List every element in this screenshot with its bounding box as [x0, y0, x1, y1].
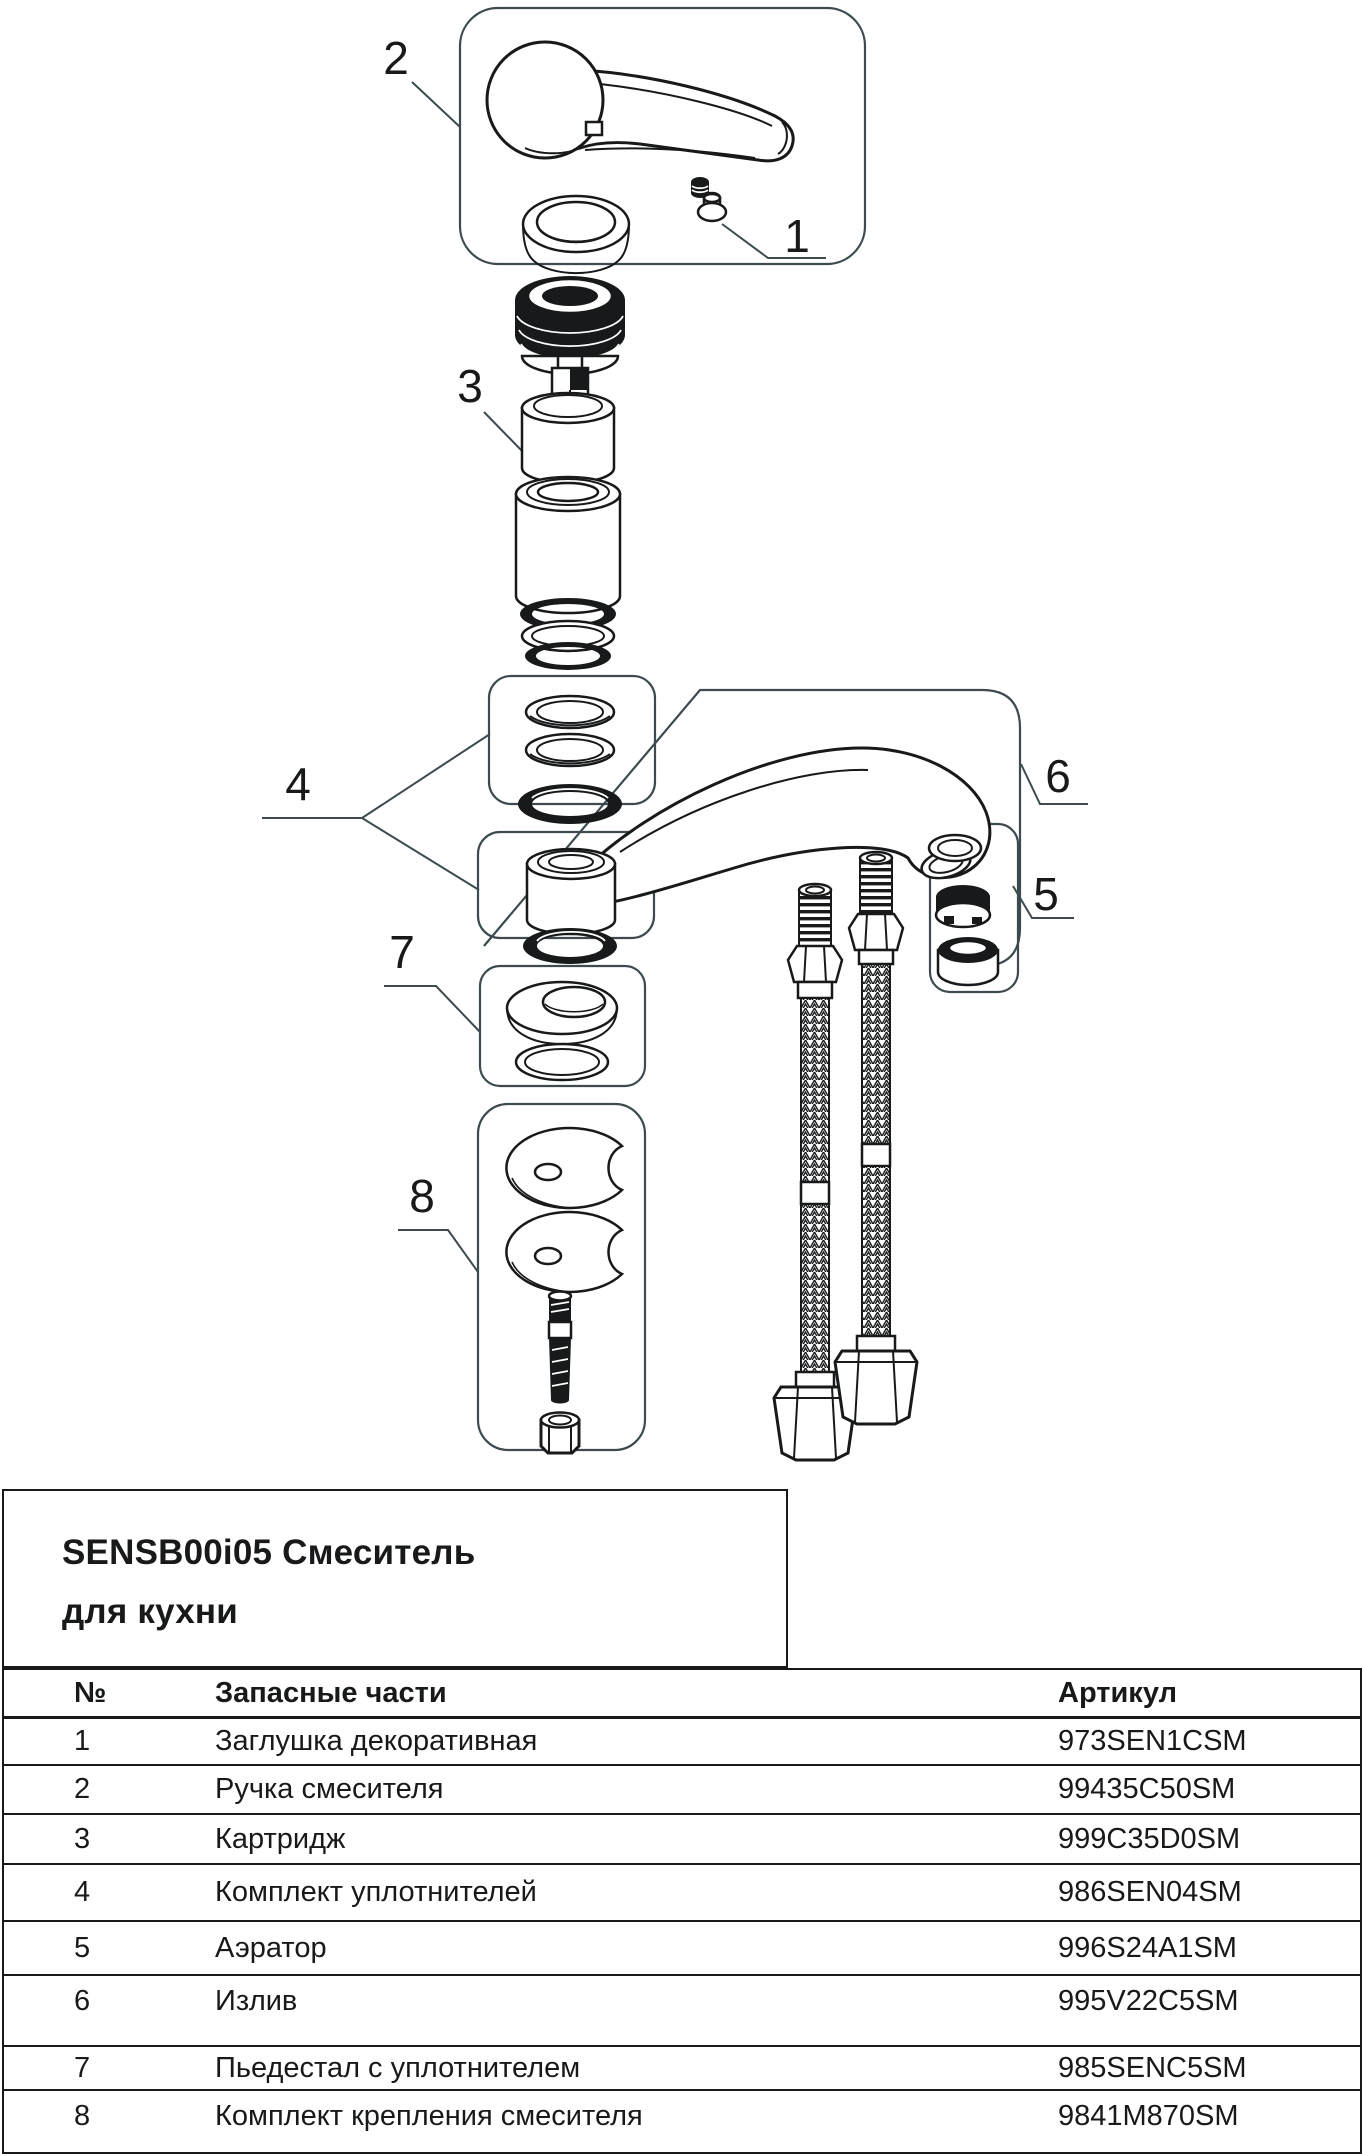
row-name: Излив [215, 1985, 298, 2017]
part-handle-ring [523, 196, 629, 273]
header-code: Артикул [1058, 1676, 1177, 1709]
part-body-base [523, 849, 617, 964]
part-pedestal [507, 982, 617, 1080]
row-code: 99435C50SM [1058, 1773, 1236, 1805]
fixing-nut [541, 1413, 579, 1454]
row-name: Аэратор [215, 1931, 327, 1964]
row-num: 3 [74, 1822, 91, 1855]
callout-5: 5 [1033, 868, 1059, 920]
row-code: 985SENC5SM [1058, 2051, 1247, 2084]
table-row [4, 2091, 1360, 2154]
header-num: № [74, 1676, 107, 1709]
row-code: 996S24A1SM [1058, 1931, 1237, 1964]
product-title-line1: SENSB00i05 Смеситель [62, 1533, 476, 1572]
row-num: 6 [74, 1985, 91, 2017]
row-num: 8 [74, 2100, 91, 2132]
callout-8: 8 [409, 1170, 435, 1222]
callout-2: 2 [383, 32, 409, 84]
table-row [4, 1815, 1360, 1865]
callout-6: 6 [1045, 750, 1071, 802]
leader-1 [722, 224, 826, 258]
row-num: 2 [74, 1773, 91, 1805]
part-retaining-sleeve [516, 477, 620, 670]
leader-3 [484, 412, 523, 452]
fixing-plate-1 [506, 1128, 622, 1208]
part-hose-right [835, 852, 917, 1424]
row-name: Ручка смесителя [215, 1773, 444, 1805]
part-fixing-kit [506, 1128, 622, 1453]
callout-7: 7 [389, 926, 415, 978]
callout-leaders [262, 82, 1088, 1272]
title-block [2, 1489, 788, 1668]
part-cartridge [522, 356, 614, 483]
callout-1: 1 [784, 210, 810, 262]
row-code: 9841M870SM [1058, 2100, 1239, 2132]
row-num: 7 [74, 2051, 91, 2084]
header-name: Запасные части [215, 1676, 447, 1709]
table-row [4, 1865, 1360, 1922]
part-aerator [929, 835, 998, 985]
fixing-stud [549, 1292, 571, 1404]
table-row [4, 1922, 1360, 1976]
table-row [4, 1719, 1360, 1766]
row-name: Комплект уплотнителей [215, 1876, 537, 1908]
leader-2 [412, 82, 460, 127]
row-code: 995V22C5SM [1058, 1985, 1239, 2017]
table-row [4, 1976, 1360, 2047]
leader-8 [398, 1230, 478, 1272]
row-name: Картридж [215, 1822, 346, 1855]
table-row [4, 2047, 1360, 2091]
leader-7 [384, 986, 480, 1032]
row-name: Комплект крепления смесителя [215, 2100, 643, 2132]
spare-parts-table [2, 1668, 1362, 2154]
part-handle-lever [487, 42, 793, 161]
row-name: Пьедестал с уплотнителем [215, 2051, 581, 2084]
product-title-line2: для кухни [62, 1592, 238, 1631]
callout-4: 4 [285, 758, 311, 810]
row-num: 4 [74, 1876, 91, 1908]
row-code: 999C35D0SM [1058, 1822, 1241, 1855]
callout-3: 3 [457, 360, 483, 412]
row-code: 973SEN1CSM [1058, 1725, 1247, 1757]
row-num: 1 [74, 1725, 91, 1757]
row-name: Заглушка декоративная [215, 1725, 538, 1757]
fixing-plate-2 [506, 1212, 622, 1292]
row-code: 986SEN04SM [1058, 1876, 1242, 1908]
callout-numbers [285, 32, 1071, 1222]
table-row [4, 1766, 1360, 1815]
table-header-row [4, 1670, 1360, 1719]
row-num: 5 [74, 1931, 91, 1964]
